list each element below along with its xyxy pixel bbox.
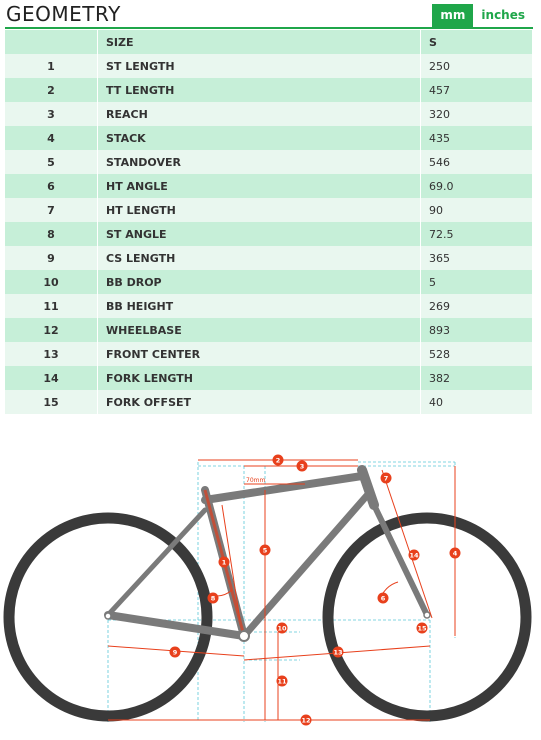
column-header-s: S [421, 30, 533, 54]
dimension-marker-label: 1 [221, 558, 227, 567]
row-number: 15 [5, 390, 98, 414]
unit-mm-button[interactable]: mm [432, 4, 473, 28]
table-row [5, 246, 533, 270]
front-hub [424, 612, 430, 618]
dimension-marker [277, 623, 288, 634]
unit-toggle [432, 4, 533, 28]
dimension-marker [450, 548, 461, 559]
dimension-marker-label: 3 [299, 462, 305, 471]
row-label: HT LENGTH [98, 198, 421, 222]
row-number: 7 [5, 198, 98, 222]
row-label: BB DROP [98, 270, 421, 294]
dimension-marker-label: 2 [275, 456, 281, 465]
bottom-bracket [239, 631, 249, 641]
table-row [5, 78, 533, 102]
row-value: 90 [421, 198, 533, 222]
dimension-marker [260, 545, 271, 556]
geometry-table [5, 30, 533, 414]
dimension-marker [417, 623, 428, 634]
row-number: 6 [5, 174, 98, 198]
offset-label: 70mm [246, 477, 266, 484]
row-label: FORK LENGTH [98, 366, 421, 390]
table-row [5, 198, 533, 222]
dimension-marker-label: 12 [301, 716, 311, 725]
row-number: 10 [5, 270, 98, 294]
dimension-marker [381, 473, 392, 484]
dimension-marker [301, 715, 312, 726]
table-row [5, 126, 533, 150]
column-header-number [5, 30, 98, 54]
dimension-marker [378, 593, 389, 604]
table-row [5, 174, 533, 198]
table-row [5, 102, 533, 126]
dimension-marker-label: 5 [262, 546, 268, 555]
row-value: 546 [421, 150, 533, 174]
row-number: 5 [5, 150, 98, 174]
row-value: 365 [421, 246, 533, 270]
row-label: BB HEIGHT [98, 294, 421, 318]
header-divider [5, 27, 533, 29]
table-row [5, 54, 533, 78]
bike-geometry-diagram [0, 440, 541, 740]
row-value: 69.0 [421, 174, 533, 198]
rear-hub [105, 613, 111, 619]
dimension-marker-label: 6 [380, 594, 386, 603]
dimension-marker [208, 593, 219, 604]
table-row [5, 318, 533, 342]
row-value: 269 [421, 294, 533, 318]
row-number: 4 [5, 126, 98, 150]
dimension-marker [297, 461, 308, 472]
dimension-marker-label: 14 [409, 551, 419, 560]
dimension-marker-label: 10 [277, 624, 287, 633]
dimension-marker-label: 8 [210, 594, 216, 603]
row-number: 14 [5, 366, 98, 390]
row-label: HT ANGLE [98, 174, 421, 198]
row-value: 40 [421, 390, 533, 414]
dimension-marker-label: 7 [383, 474, 389, 483]
row-value: 250 [421, 54, 533, 78]
page-title: GEOMETRY [6, 2, 121, 26]
table-row [5, 294, 533, 318]
row-number: 3 [5, 102, 98, 126]
row-label: WHEELBASE [98, 318, 421, 342]
geometry-header [0, 0, 541, 28]
row-label: ST LENGTH [98, 54, 421, 78]
row-label: ST ANGLE [98, 222, 421, 246]
dimension-marker [333, 647, 344, 658]
table-row [5, 390, 533, 414]
dimension-marker-label: 4 [452, 549, 458, 558]
row-label: STACK [98, 126, 421, 150]
row-label: REACH [98, 102, 421, 126]
row-value: 457 [421, 78, 533, 102]
dimension-marker-label: 13 [333, 648, 343, 657]
table-row [5, 342, 533, 366]
table-header-row [5, 30, 533, 54]
table-row [5, 270, 533, 294]
table-row [5, 150, 533, 174]
table-row [5, 366, 533, 390]
row-label: CS LENGTH [98, 246, 421, 270]
row-number: 11 [5, 294, 98, 318]
row-number: 13 [5, 342, 98, 366]
row-value: 72.5 [421, 222, 533, 246]
row-value: 5 [421, 270, 533, 294]
row-label: TT LENGTH [98, 78, 421, 102]
column-header-size: SIZE [98, 30, 421, 54]
row-value: 893 [421, 318, 533, 342]
row-number: 12 [5, 318, 98, 342]
dimension-marker-label: 9 [172, 648, 178, 657]
row-label: STANDOVER [98, 150, 421, 174]
row-value: 382 [421, 366, 533, 390]
dimension-marker [409, 550, 420, 561]
dimension-marker [170, 647, 181, 658]
dimension-marker-label: 15 [417, 624, 427, 633]
row-number: 1 [5, 54, 98, 78]
row-value: 435 [421, 126, 533, 150]
dimension-marker [277, 676, 288, 687]
row-number: 8 [5, 222, 98, 246]
dimension-marker [273, 455, 284, 466]
table-row [5, 222, 533, 246]
row-label: FRONT CENTER [98, 342, 421, 366]
dimension-marker-label: 11 [277, 677, 287, 686]
dimension-marker [219, 557, 230, 568]
unit-inches-button[interactable]: inches [481, 8, 525, 22]
row-value: 528 [421, 342, 533, 366]
row-number: 2 [5, 78, 98, 102]
row-label: FORK OFFSET [98, 390, 421, 414]
row-number: 9 [5, 246, 98, 270]
row-value: 320 [421, 102, 533, 126]
